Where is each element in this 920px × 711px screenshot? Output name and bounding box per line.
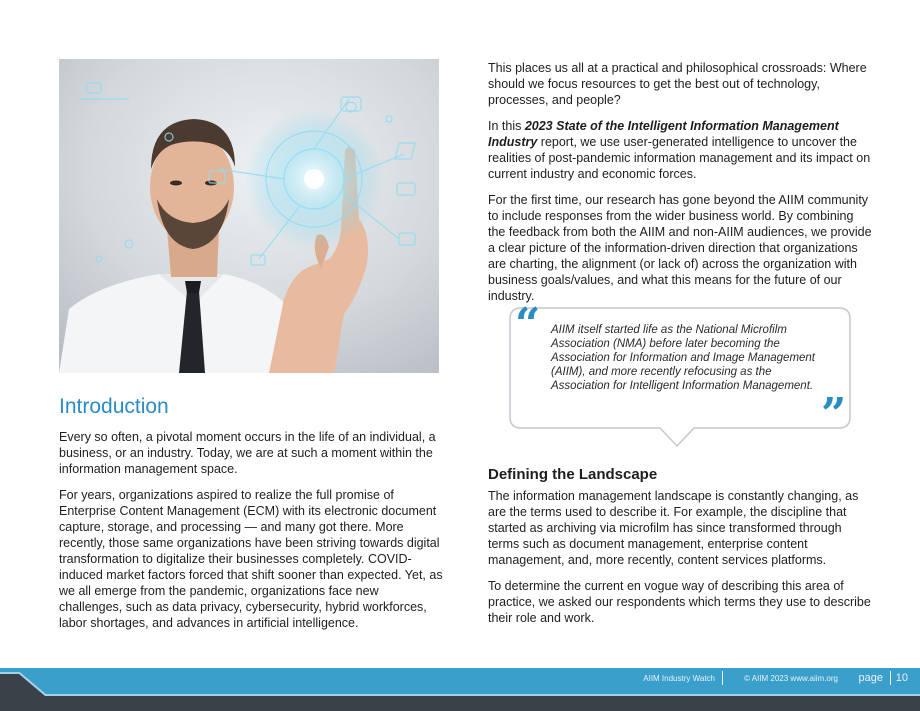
footer-copyright: © AIIM 2023 www.aiim.org <box>744 674 838 683</box>
intro-paragraph-2: For years, organizations aspired to realize the full promise of Enterprise Content Management (ECM) with its electronic document capture, storage, and processing — and many got there. More recently, those same organizations have been striving towards digital transformation to digitalize their businesses completely. COVID-induced market factors forced that shift sooner than expected. Yet, as we all emerge from the pandemic, organizations face new challenges, such as data privacy, cybersecurity, hybrid workforces, labor shortages, and advances in artificial intelligence. <box>59 488 443 630</box>
footer-divider <box>722 671 723 685</box>
report-paragraph-suffix: report, we use user-generated intelligence to uncover the realities of post-pandemic information management and its impact on current industry and economic forces. <box>488 135 871 181</box>
footer-publication: AIIM Industry Watch <box>643 674 715 683</box>
footer-page-number: 10 <box>895 672 908 684</box>
open-quote-icon: “ <box>515 299 541 350</box>
introduction-heading: Introduction <box>59 395 169 418</box>
report-paragraph <box>488 118 872 182</box>
landscape-heading: Defining the Landscape <box>488 466 658 483</box>
quote-callout <box>509 299 851 449</box>
hero-photo <box>59 59 439 373</box>
landscape-paragraph-1: The information management landscape is constantly changing, as are the terms used to describe it. For example, the discipline that started as archiving via microfilm has since transformed through terms such as document management, enterprise content management, and, more recently, content services platforms. <box>488 489 859 567</box>
close-quote-icon: ” <box>821 389 847 440</box>
footer-page-label: page <box>858 672 883 684</box>
quote-text: AIIM itself started life as the National Microfilm Association (NMA) before later becoming the Association for Information and Image Management (AIIM), and more recently refocusing as the Association for Intelligent Information Management. <box>551 324 816 392</box>
report-paragraph-prefix: In this <box>488 119 525 133</box>
crossroads-paragraph: This places us all at a practical and philosophical crossroads: Where should we focus resources to get the best out of technology, processes, and people? <box>488 61 867 107</box>
businessman-illustration <box>59 59 439 373</box>
landscape-section <box>488 488 872 636</box>
footer-page-divider <box>890 671 891 685</box>
report-overview-section <box>488 60 872 314</box>
research-paragraph: For the first time, our research has gone beyond the AIIM community to include responses from the wider business world. By combining the feedback from both the AIIM and non-AIIM audiences, we provide a clear picture of the information-driven direction that organizations are charting, the alignment (or lack of) across the organization with business goals/values, and what this means for the future of our industry. <box>488 193 872 303</box>
intro-paragraph-1: Every so often, a pivotal moment occurs in the life of an individual, a business, or an industry. Today, we are at such a moment within the information management space. <box>59 430 436 476</box>
page-footer <box>0 668 920 711</box>
introduction-section <box>59 395 445 641</box>
landscape-paragraph-2: To determine the current en vogue way of describing this area of practice, we asked our respondents which terms they use to describe their role and work. <box>488 579 871 625</box>
report-title: 2023 State of the Intelligent Information Management Industry <box>488 119 839 149</box>
